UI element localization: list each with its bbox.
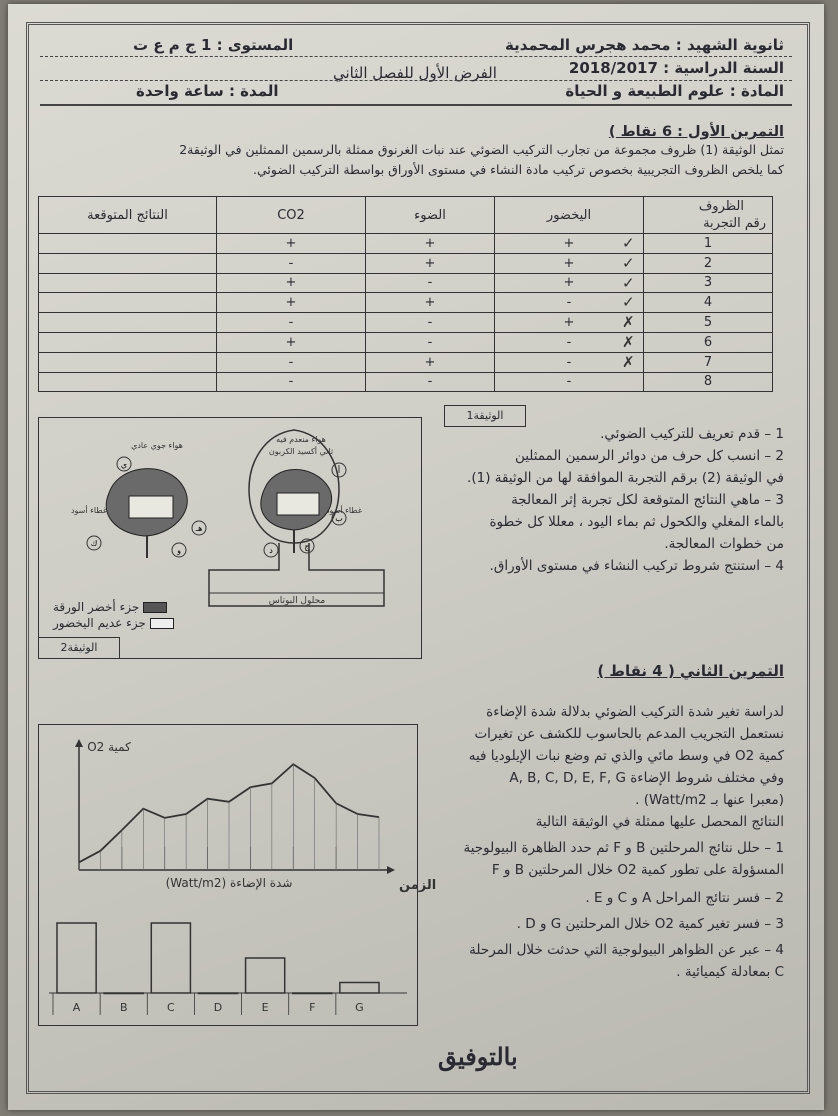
result-cell (39, 293, 217, 313)
table-row (39, 313, 773, 333)
ex1-q3b: بالماء المغلي والكحول ثم بماء اليود ، معللا كل خطوة (489, 514, 784, 530)
solution-label: محلول البوتاس (268, 596, 326, 606)
ex2-p6: النتائج المحصل عليها ممثلة في الوثيقة التالية (535, 814, 784, 830)
co2-cell: - (217, 372, 366, 392)
exp-number-cell (622, 352, 773, 372)
ex2-title: التمرين الثاني ( 4 نقاط ) (597, 662, 784, 680)
subject: المادة : علوم الطبيعة و الحياة (565, 82, 784, 100)
light-intensity-label: شدة الإضاءة (Watt/m2) (165, 876, 293, 890)
duration: المدة : ساعة واحدة (136, 82, 279, 100)
co2-cell: + (217, 234, 366, 254)
o2-graph (39, 725, 437, 1025)
ex1-q3a: 3 – ماهي النتائج المتوقعة لكل تجربة إثر المعالجة (511, 492, 784, 508)
table-row (39, 293, 773, 313)
exp-number-cell (622, 313, 773, 333)
chlorophyll-cell: + (495, 253, 644, 273)
grading-mark: ✓ (622, 234, 635, 252)
light-bar (57, 923, 96, 993)
legend-green-swatch (143, 602, 167, 613)
exp-number-cell (622, 234, 773, 254)
doc1-label: الوثيقة1 (444, 405, 526, 427)
light-cell: - (366, 313, 495, 333)
chlorophyll-cell: + (495, 273, 644, 293)
result-cell (39, 234, 217, 254)
exp-number-cell (622, 293, 773, 313)
result-cell (39, 352, 217, 372)
black-cover-right (277, 493, 319, 515)
right-air-label-1: هواء منعدم فيه (276, 435, 326, 444)
ex1-intro-1: تمثل الوثيقة (1) ظروف مجموعة من تجارب التركيب الضوئي عند نبات الغرنوق ممثلة بالرسمين الممثلين في الوثيقة2 (179, 142, 784, 157)
footer-good-luck: بالتوفيق (438, 1042, 518, 1071)
doc2-label: الوثيقة2 (39, 637, 120, 658)
co2-cell: - (217, 253, 366, 273)
table-row (39, 273, 773, 293)
chlorophyll-cell: - (495, 352, 644, 372)
exp-number: 7 (703, 354, 713, 370)
graph-box (38, 724, 437, 1026)
result-cell (39, 372, 217, 392)
light-bar (246, 958, 285, 993)
ex2-q3: 3 – فسر تغير كمية O2 خلال المرحلتين G و D . (516, 916, 784, 932)
ex2-p2: نستعمل التجريب المدعم بالحاسوب للكشف عن تغيرات (474, 726, 784, 742)
ex1-q2a: 2 – انسب كل حرف من دوائر الرسمين الممثلين (514, 448, 784, 464)
th-results: النتائج المتوقعة (39, 197, 217, 234)
th-light: الضوء (366, 197, 495, 234)
ex2-q1b: المسؤولة على تطور كمية O2 خلال المرحلتين B و F (491, 862, 784, 878)
y-axis-arrow (75, 739, 83, 747)
grading-mark: ✗ (622, 313, 635, 332)
right-cover-label: غطاء أسود (325, 506, 363, 515)
th-co2: CO2 (217, 197, 366, 234)
header-rule (40, 104, 792, 106)
chlorophyll-cell: - (495, 332, 644, 352)
letter-j: ج (304, 542, 310, 551)
ex2-q2: 2 – فسر نتائج المراحل A و C و E . (585, 890, 784, 906)
light-bar (293, 993, 332, 994)
phase-label: E (261, 1001, 269, 1014)
light-cell: + (366, 293, 495, 313)
phase-label: B (119, 1001, 128, 1014)
legend-green (53, 600, 167, 614)
ex1-title: التمرين الأول : 6 نقاط ) (608, 124, 784, 140)
legend-white-swatch (150, 618, 174, 629)
doc2-box (38, 417, 422, 659)
chlorophyll-cell: + (495, 313, 644, 333)
ex2-q4b: C بمعادلة كيميائية . (676, 964, 784, 980)
exam-title: الفرض الأول للفصل الثاني (333, 64, 497, 82)
th-exp-num: رقم التجربة (703, 216, 766, 231)
letter-h: هـ (195, 524, 203, 533)
ex1-q3c: من خطوات المعالجة. (664, 536, 784, 552)
grading-mark: ✗ (622, 352, 635, 371)
co2-cell: - (217, 313, 366, 333)
exp-number: 1 (703, 235, 713, 251)
chlorophyll-cell: - (495, 372, 644, 392)
header-divider (40, 56, 792, 57)
table-row (39, 372, 773, 392)
left-cover-label: غطاء أسود (70, 506, 108, 515)
light-cell: + (366, 352, 495, 372)
light-bar (151, 923, 190, 993)
header-divider-2 (40, 80, 792, 81)
phase-label: F (309, 1001, 316, 1014)
grading-mark: ✓ (622, 253, 635, 272)
th-chlorophyll: اليخضور (495, 197, 644, 234)
ex2-q1a: 1 – حلل نتائج المرحلتين B و F ثم حدد الظاهرة البيولوجية (463, 840, 784, 856)
ex2-p5: (معبرا عنها بـ Watt/m2) . (635, 792, 784, 808)
exp-number: 5 (703, 315, 713, 331)
legend-white-text: جزء عديم اليخضور (53, 616, 146, 630)
exp-number-cell (622, 273, 773, 293)
phase-label: C (167, 1001, 175, 1014)
table-row (39, 234, 773, 254)
table-row (39, 332, 773, 352)
time-label: الزمن (399, 878, 437, 893)
level: المستوى : 1 ج م ع ت (133, 36, 294, 54)
grading-mark: ✗ (622, 332, 635, 351)
result-cell (39, 313, 217, 333)
school-year: السنة الدراسية : 2018/2017 (568, 59, 784, 77)
ex1-q4: 4 – استنتج شروط تركيب النشاء في مستوى الأوراق. (489, 558, 784, 574)
phase-label: D (213, 1001, 223, 1014)
light-cell: + (366, 234, 495, 254)
table-header-corner (644, 197, 773, 234)
table-row (39, 253, 773, 273)
right-air-label-2: ثاني أكسيد الكربون (268, 447, 334, 456)
y-axis-label: كمية O2 (87, 740, 131, 754)
letter-d: د (269, 546, 273, 555)
black-cover-left (129, 496, 173, 518)
phase-label: G (355, 1001, 364, 1014)
co2-cell: + (217, 332, 366, 352)
table-row (39, 352, 773, 372)
school-name: ثانوية الشهيد : محمد هجرس المحمدية (504, 36, 784, 54)
exp-number: 3 (703, 275, 713, 291)
exam-paper (8, 4, 824, 1110)
legend-white (53, 616, 174, 630)
result-cell (39, 273, 217, 293)
ex2-q4a: 4 – عبر عن الظواهر البيولوجية التي حدثت خلال المرحلة (469, 942, 784, 958)
x-axis-arrow (387, 866, 395, 874)
exp-number-cell (622, 253, 773, 273)
conditions-table (38, 196, 773, 392)
co2-cell: + (217, 293, 366, 313)
ex2-p4: وفي مختلف شروط الإضاءة A, B, C, D, E, F, G (509, 770, 784, 786)
th-conditions: الظروف (698, 199, 744, 214)
exp-number: 6 (703, 334, 713, 350)
light-cell: + (366, 253, 495, 273)
letter-k: ك (90, 539, 98, 548)
co2-cell: + (217, 273, 366, 293)
exp-number-cell (644, 372, 773, 392)
ex1-q1: 1 – قدم تعريف للتركيب الضوئي. (600, 426, 784, 442)
chlorophyll-cell: + (495, 234, 644, 254)
exp-number: 2 (703, 255, 713, 271)
exp-number: 8 (703, 374, 713, 390)
letter-b: ب (335, 514, 343, 523)
ex1-q2b: في الوثيقة (2) برقم التجربة الموافقة لها من الوثيقة (1). (467, 470, 784, 486)
exp-number-cell (622, 332, 773, 352)
left-air-label: هواء جوي عادي (131, 441, 183, 450)
grading-mark: ✓ (622, 273, 635, 292)
grading-mark: ✓ (622, 293, 635, 312)
legend-green-text: جزء أخضر الورقة (53, 600, 140, 614)
exp-number: 4 (703, 295, 713, 311)
light-cell: - (366, 273, 495, 293)
light-bar (340, 983, 379, 994)
letter-w: و (177, 546, 181, 555)
co2-cell: - (217, 352, 366, 372)
ex2-p1: لدراسة تغير شدة التركيب الضوئي بدلالة شدة الإضاءة (486, 704, 784, 720)
ex2-p3: كمية O2 في وسط مائي والذي تم وضع نبات الإيلوديا فيه (468, 748, 784, 764)
phase-label: A (72, 1001, 81, 1014)
light-bar (104, 993, 143, 994)
light-bar (198, 993, 237, 994)
chlorophyll-cell: - (495, 293, 644, 313)
result-cell (39, 332, 217, 352)
letter-a: أ (337, 466, 341, 475)
light-cell: - (366, 372, 495, 392)
letter-y: ي (120, 460, 128, 469)
result-cell (39, 253, 217, 273)
ex1-intro-2: كما يلخص الظروف التجريبية بخصوص تركيب مادة النشاء في مستوى الأوراق بواسطة التركيب الضوئي. (253, 162, 784, 177)
light-cell: - (366, 332, 495, 352)
